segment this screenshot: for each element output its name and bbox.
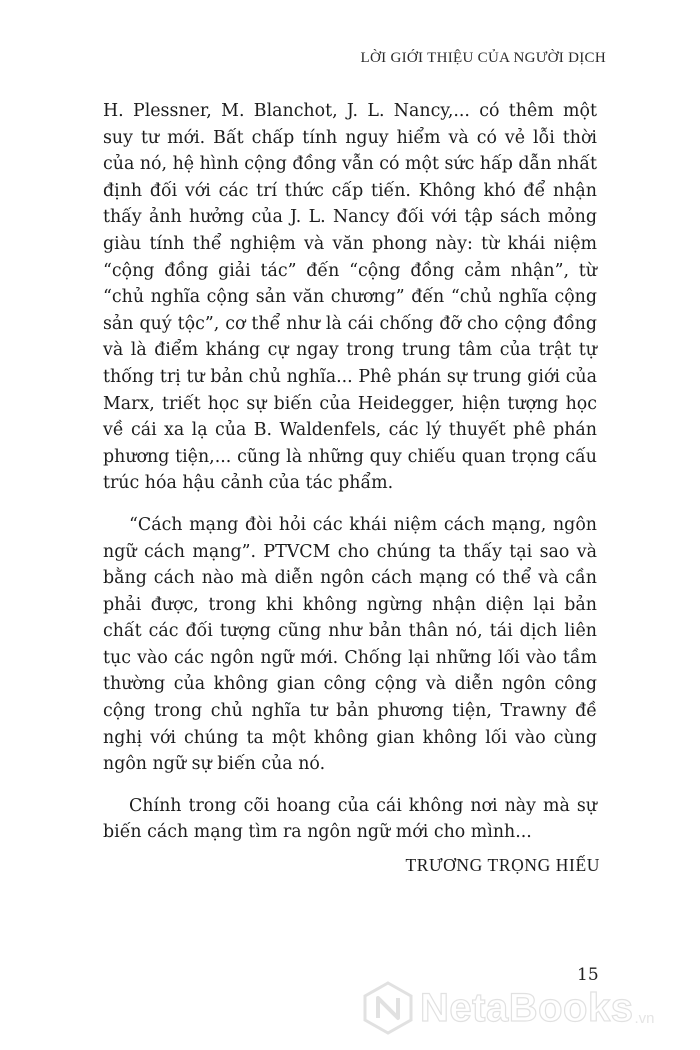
- page-number: 15: [577, 965, 599, 985]
- running-header: LỜI GIỚI THIỆU CỦA NGƯỜI DỊCH: [360, 50, 606, 66]
- paragraph-3: Chính trong cõi hoang của cái không nơi này mà sự biến cách mạng tìm ra ngôn ngữ mới cho mình...: [103, 795, 597, 843]
- main-text: [103, 98, 597, 861]
- watermark: [360, 973, 690, 1043]
- paragraph-1: H. Plessner, M. Blanchot, J. L. Nancy,... có thêm một suy tư mới. Bất chấp tính nguy hiểm và có vẻ lỗi thời của nó, hệ hình cộng đồng vẫn có một sức hấp dẫn nhất định đối với các trí thức cấp tiến. Không khó để nhận thấy ảnh hưởng của J. L. Nancy đối với tập sách mỏng giàu tính thể nghiệm và văn phong này: từ khái niệm “cộng đồng giải tác” đến “cộng đồng cảm nhận”, từ “chủ nghĩa cộng sản văn chương” đến “chủ nghĩa cộng sản quý tộc”, cơ thể như là cái chống đỡ cho cộng đồng và là điểm kháng cự ngay trong trung tâm của trật tự thống trị tư bản chủ nghĩa... Phê phán sự trung giới của Marx, triết học sự biến của Heidegger, hiện tượng học về cái xa lạ của B. Waldenfels, các lý thuyết phê phán phương tiện,... cũng là những quy chiếu quan trọng cấu trúc hóa hậu cảnh của tác phẩm.: [103, 101, 597, 494]
- paragraph-2: “Cách mạng đòi hỏi các khái niệm cách mạng, ngôn ngữ cách mạng”. PTVCM cho chúng ta thấy tại sao và bằng cách nào mà diễn ngôn cách mạng có thể và cần phải được, trong khi không ngừng nhận diện lại bản chất các đối tượng cũng như bản thân nó, tái dịch liên tục vào các ngôn ngữ mới. Chống lại những lối vào tầm thường của không gian công cộng và diễn ngôn công cộng trong chủ nghĩa tư bản phương tiện, Trawny đề nghị với chúng ta một không gian không lối vào cùng ngôn ngữ sự biến của nó.: [103, 514, 597, 775]
- netabooks-logo-icon: [360, 980, 416, 1036]
- translator-signature: TRƯƠNG TRỌNG HIẾU: [405, 855, 600, 875]
- watermark-brand: NetaBooks: [420, 985, 634, 1030]
- watermark-suffix: .vn: [634, 1010, 655, 1027]
